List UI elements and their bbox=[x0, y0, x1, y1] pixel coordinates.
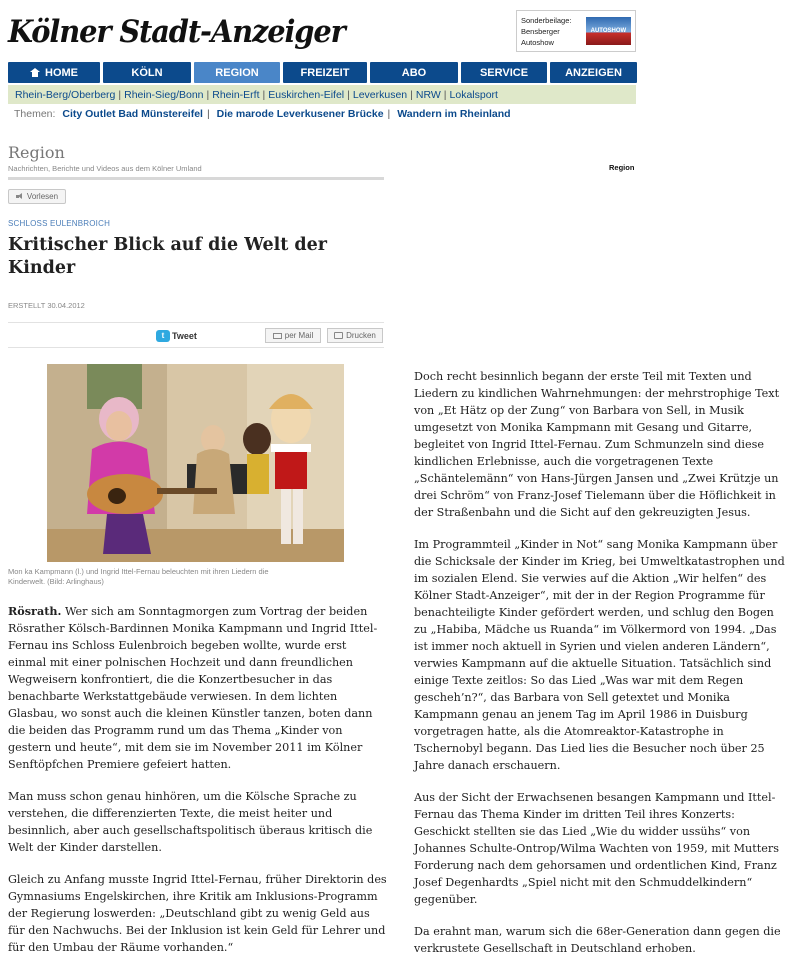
nav-koeln[interactable]: KÖLN bbox=[103, 62, 191, 83]
nav-freizeit[interactable]: FREIZEIT bbox=[283, 62, 367, 83]
subnav-link[interactable]: NRW bbox=[415, 88, 441, 101]
region-subnav: Rhein-Berg/Oberberg | Rhein-Sieg/Bonn | Rhein-Erft | Euskirchen-Eifel | Leverkusen | NRW | Lokalsport bbox=[8, 85, 636, 104]
themen-link[interactable]: Die marode Leverkusener Brücke bbox=[216, 108, 384, 120]
article-headline: Kritischer Blick auf die Welt der Kinder bbox=[8, 235, 328, 278]
print-button[interactable]: Drucken bbox=[327, 328, 383, 343]
subnav-link[interactable]: Rhein-Berg/Oberberg bbox=[15, 88, 116, 101]
photo-illustration bbox=[47, 364, 344, 562]
article-paragraph: Doch recht besinnlich begann der erste Teil mit Texten und Liedern zu kindlichen Wahrnehmungen: der mehrstrophige Text von „Et Hätz op der Zung“ von Barbara von Sell, in Musik umgesetzt von Monika Kampmann mit Gesang und Gitarre, begleitet von Ingrid Ittel-Fernau. Zum Schmunzeln sind diese kindlichen Erlebnisse, auch die vorgetragenen Texte „Schäntelemänn“ von Hans-Jürgen Jansen und „Zwei Krützje un drei Schröm“ von Franz-Josef Tielemann über die Höflichkeit in der Straßenbahn und die Sicht auf den gekreuzigten Jesus. bbox=[414, 370, 780, 519]
section-title: Region bbox=[8, 143, 65, 162]
masthead-title: Kölner Stadt-Anzeiger bbox=[8, 14, 345, 50]
subnav-link[interactable]: Leverkusen bbox=[352, 88, 408, 101]
article-body-right bbox=[414, 368, 790, 972]
article-paragraph: Im Programmteil „Kinder in Not“ sang Monika Kampmann über die Schicksale der Kinder im Krieg, bei Umweltkatastrophen und im sozialen Elend. Sie verwies auf die Aktion „Wir helfen“ des Kölner Stadt-Anzeiger“, mit der in der Region Programme für benachteiligte Kinder gefördert werden, und schlug den Bogen zu „Habiba, Mädche us Ruanda“ im Völkermord von 1994. „Das ist immer noch aktuell in Syrien und vielen anderen Ländern“, verwies Kampmann auf die aktuelle Situation. Tatsächlich sind einige Texte zeitlos: So das Lied „Was war mit dem Regen gescheh’n?“, das Barbara von Sell getextet und Monika Kampmann genau an jenem Tag im April 1986 in Duisburg vorgetragen hatte, als die Atomreaktor-Katastrophe in Tschernobyl begann. Das Lied lies die Besucher noch über 25 Jahre danach erschauern. bbox=[414, 538, 785, 772]
article-kicker[interactable]: SCHLOSS EULENBROICH bbox=[8, 219, 111, 228]
twitter-bird-icon: t bbox=[156, 330, 170, 342]
share-bar bbox=[8, 322, 384, 348]
dateline: Rösrath. bbox=[8, 604, 62, 618]
main-nav bbox=[8, 62, 640, 83]
nav-home[interactable]: HOME bbox=[8, 62, 100, 83]
article-paragraph: Rösrath. Wer sich am Sonntagmorgen zum Vortrag der beiden Rösrather Kölsch-Bardinnen Monika Kampmann und Ingrid Ittel-Fernau ins Schloss Eulenbroich begeben wollte, wurde erst einmal mit einer polnischen Hochzeit und dann freundlichen Wegweisern konfrontiert, die die Konzertbesucher in das benachbarte Werkstattgebäude verwiesen. In dem lichten Glasbau, wo sonst auch die kleinen Künstler tanzen, boten dann die beiden das Programm rund um das Thema „Kinder von gestern und heute“, mit dem sie im November 2011 im Kölner Senftöpfchen Premiere gefeiert hatten. bbox=[8, 604, 378, 771]
subnav-link[interactable]: Euskirchen-Eifel bbox=[268, 88, 345, 101]
nav-service[interactable]: SERVICE bbox=[461, 62, 547, 83]
mail-button[interactable]: per Mail bbox=[265, 328, 321, 343]
section-subtitle: Nachrichten, Berichte und Videos aus dem Kölner Umland bbox=[8, 164, 202, 173]
article-paragraph: Man muss schon genau hinhören, um die Kölsche Sprache zu verstehen, die differenzierten Texte, die meist heiter und besinnlich, aber auch gesellschaftspolitisch überaus kritisch die Welt der Kinder darstellen. bbox=[8, 790, 373, 854]
nav-anzeigen[interactable]: ANZEIGEN bbox=[550, 62, 637, 83]
themen-link[interactable]: City Outlet Bad Münstereifel bbox=[62, 108, 203, 120]
subnav-link[interactable]: Rhein-Sieg/Bonn bbox=[124, 88, 204, 101]
article-paragraph: Aus der Sicht der Erwachsenen besangen Kampmann und Ittel-Fernau das Thema Kinder im dritten Teil ihres Konzerts: Geschickt stellten sie das Lied „Wie du widder ussühs“ von Johannes Schulte-Ontrop/Wilma Wachten von 1959, mit Mutters Forderung nach dem gehorsamen und ordentlichen Kind, Franz Josef Degenhardts „Spiel nicht mit den Schmuddelkindern“ gegenüber. bbox=[414, 791, 779, 906]
subnav-link[interactable]: Rhein-Erft bbox=[212, 88, 260, 101]
article-paragraph: Gleich zu Anfang musste Ingrid Ittel-Fernau, früher Direktorin des Gymnasiums Engelskirchen, ihre Kritik am Inklusions-Programm der Regierung loswerden: „Deutschland gibt zu wenig Geld aus für den Nachwuchs. Bei der Inklusion ist kein Geld für Lehrer und für den Umbau der Räume vorhanden.“ bbox=[8, 873, 387, 954]
promo-text: Sonderbeilage: Bensberger Autoshow bbox=[521, 15, 572, 47]
article-photo[interactable] bbox=[47, 364, 344, 562]
photo-caption: Mon ka Kampmann (l.) und Ingrid Ittel-Fernau beleuchten mit ihren Liedern die Kinderwelt. (Bild: Arlinghaus) bbox=[8, 567, 269, 586]
article-paragraph: Da erahnt man, warum sich die 68er-Generation dann gegen die verkrustete Gesellschaft in Deutschland erhoben. bbox=[414, 925, 781, 955]
article-body-left bbox=[8, 603, 388, 971]
nav-region[interactable]: REGION bbox=[194, 62, 280, 83]
mail-icon bbox=[273, 333, 282, 339]
section-divider bbox=[8, 177, 384, 180]
printer-icon bbox=[334, 332, 343, 339]
themen-link[interactable]: Wandern im Rheinland bbox=[397, 108, 511, 120]
themen-bar: Themen: City Outlet Bad Münstereifel | Die marode Leverkusener Brücke | Wandern im Rheinland bbox=[14, 108, 511, 120]
speaker-icon bbox=[16, 193, 24, 200]
masthead-logo[interactable] bbox=[8, 8, 345, 56]
sidebar-region-label: Region bbox=[609, 163, 635, 172]
vorlesen-button[interactable]: Vorlesen bbox=[8, 189, 66, 204]
themen-label: Themen: bbox=[14, 108, 56, 120]
promo-image: AUTOSHOW bbox=[586, 17, 631, 45]
nav-abo[interactable]: ABO bbox=[370, 62, 458, 83]
tweet-button[interactable]: t Tweet bbox=[156, 328, 197, 343]
promo-banner[interactable] bbox=[516, 10, 636, 52]
home-icon bbox=[30, 68, 40, 77]
subnav-link[interactable]: Lokalsport bbox=[449, 88, 498, 101]
article-date: ERSTELLT 30.04.2012 bbox=[8, 301, 85, 310]
